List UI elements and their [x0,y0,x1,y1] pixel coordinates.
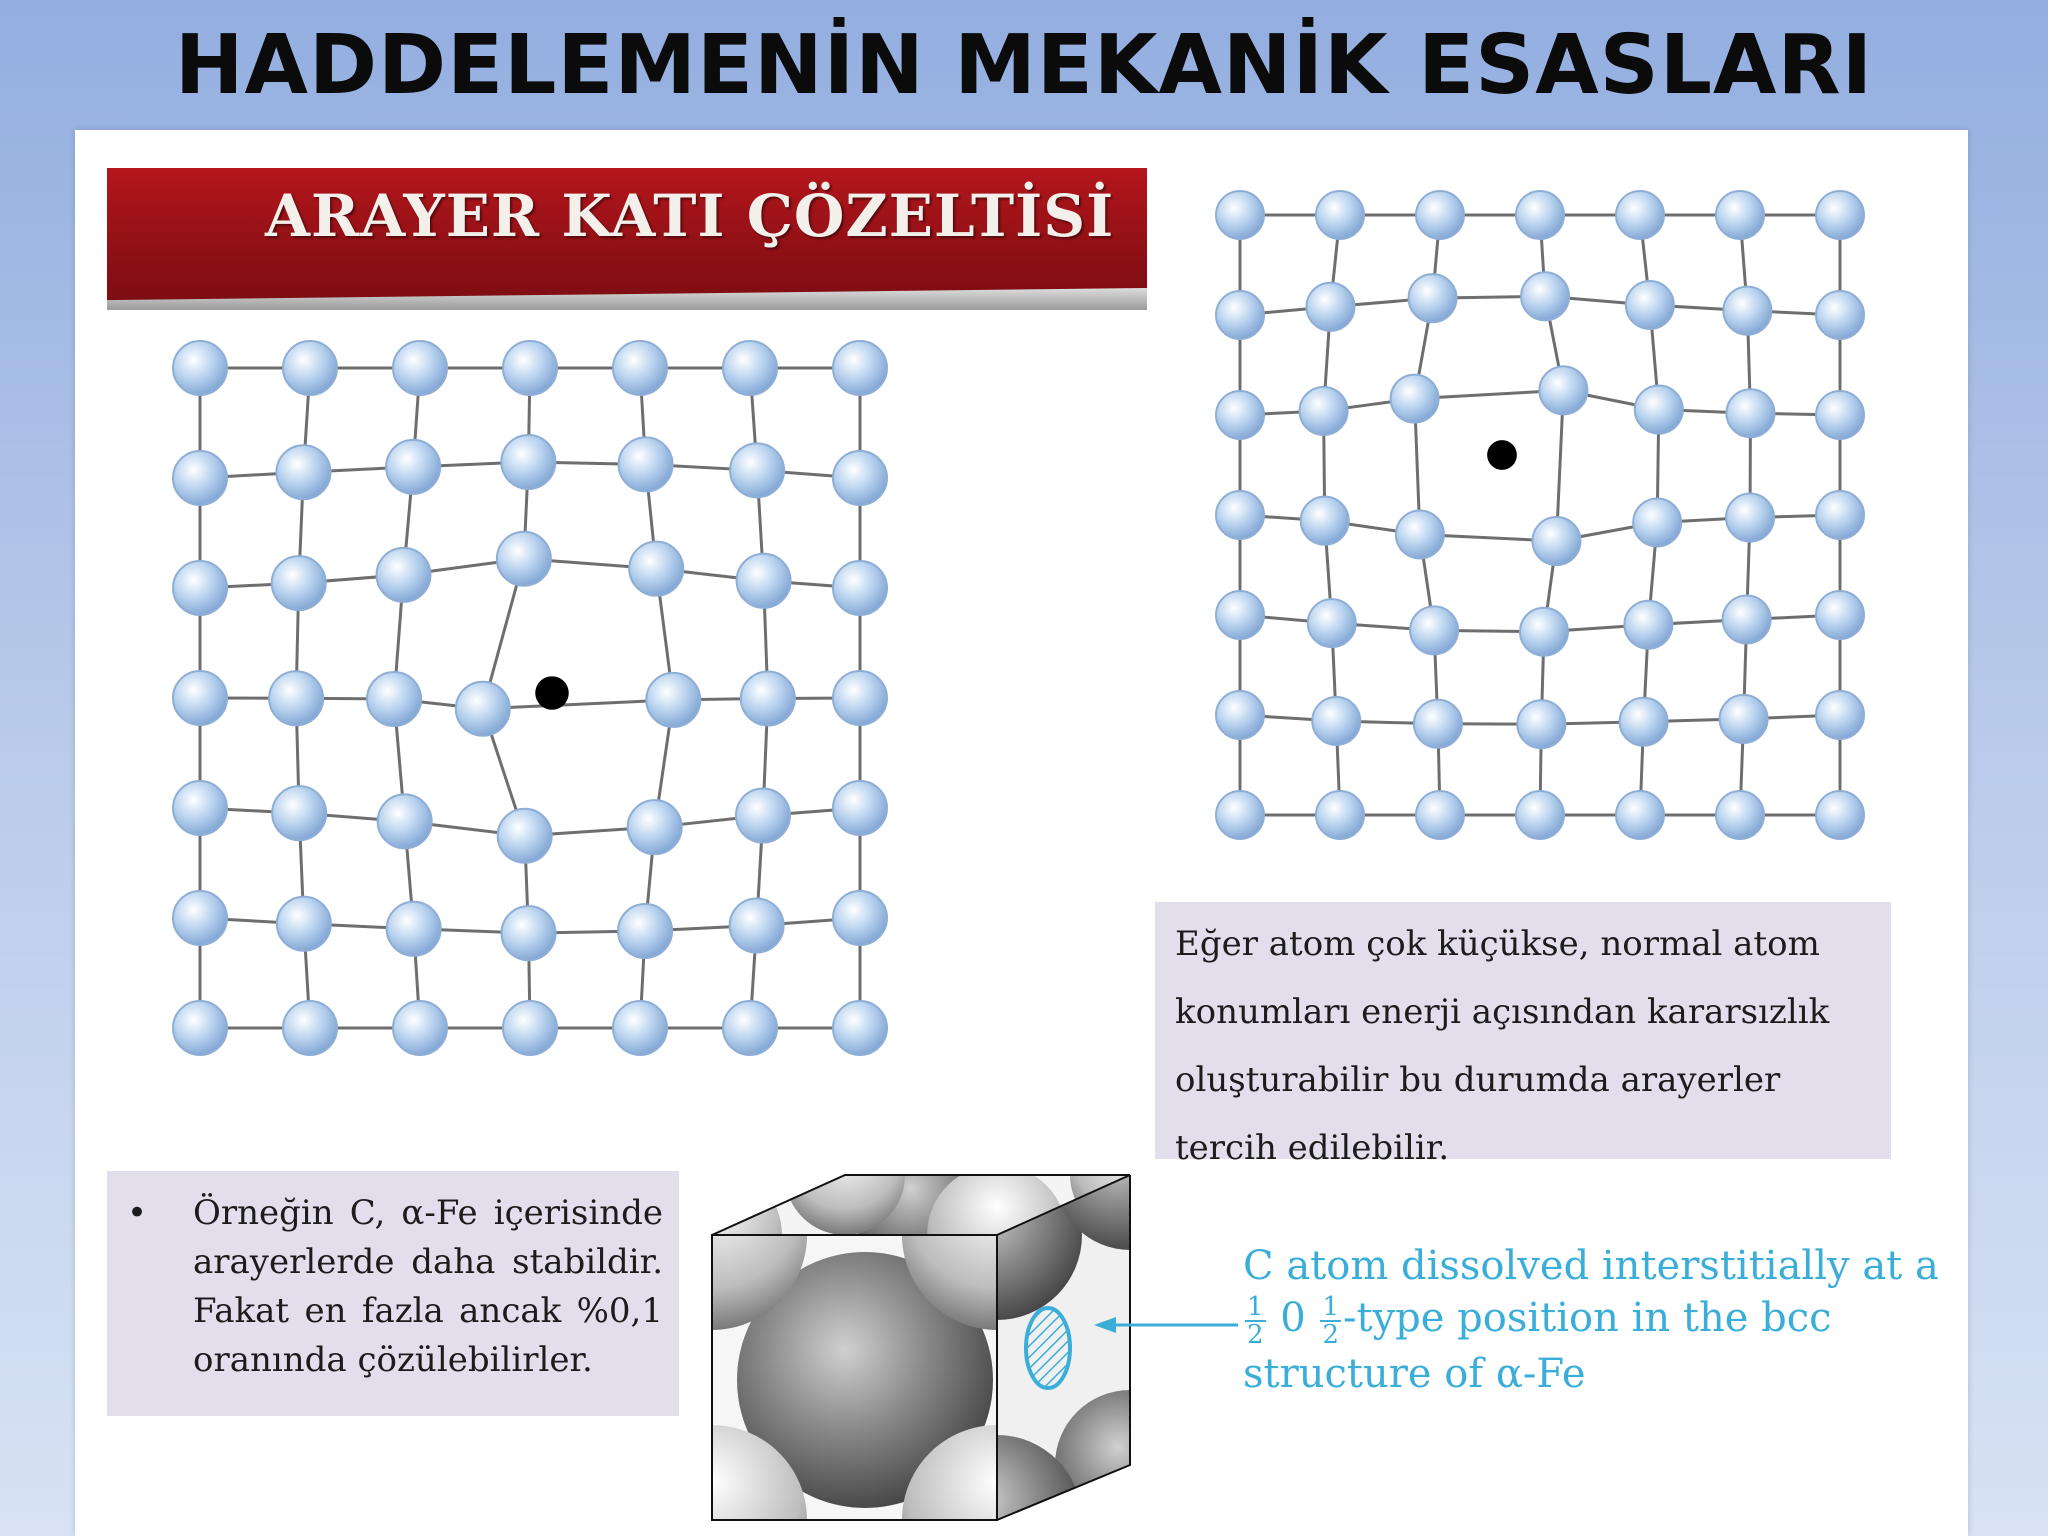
host-atom [283,341,337,395]
slide-title: HADDELEMENİN MEKANİK ESASLARI [174,18,1874,113]
interstitial-atom [535,676,568,709]
caption-line-2: $\frac{1}{2}$ 0 $\frac{1}{2}$ -type position in the bcc [1247,1292,1832,1350]
host-atom [1300,387,1348,435]
host-atom [723,341,777,395]
host-atom [1816,591,1864,639]
host-atom [1216,191,1264,239]
host-atom [1816,291,1864,339]
host-atom [393,341,447,395]
host-atom [456,682,510,736]
fraction-half: $\frac{1}{2}$ [1322,1292,1339,1350]
host-atom [1308,599,1356,647]
host-atom [1716,191,1764,239]
host-atom [1516,791,1564,839]
host-atom [173,341,227,395]
host-atom [1316,791,1364,839]
note-left-line: Fakat en fazla ancak %0,1 [193,1291,663,1331]
section-banner [107,168,1147,310]
host-atom [1306,283,1354,331]
host-atom [723,1001,777,1055]
host-atom [1626,281,1674,329]
fraction-half: $\frac{1}{2}$ [1247,1292,1264,1350]
host-atom [1396,510,1444,558]
host-atom [628,800,682,854]
host-atom [173,451,227,505]
note-left-line: arayerlerde daha stabildir. [193,1242,663,1282]
host-atom [1391,375,1439,423]
banner-title: ARAYER KATI ÇÖZELTİSİ [265,182,1115,250]
lattice-bond [483,700,673,709]
host-atom [1616,191,1664,239]
note-right-line: oluşturabilir bu durumda arayerler [1175,1060,1781,1100]
host-atom [1816,391,1864,439]
host-atom [1216,291,1264,339]
host-atom [741,671,795,725]
host-atom [501,435,555,489]
caption-line-1: C atom dissolved interstitially at a [1243,1243,1939,1289]
host-atom [1517,700,1565,748]
bcc-caption [1243,1240,1983,1400]
host-atom [367,672,421,726]
host-atom [376,548,430,602]
host-atom [1716,791,1764,839]
host-atom [1816,691,1864,739]
host-atom [1624,601,1672,649]
host-atom [1301,497,1349,545]
host-atom [833,671,887,725]
host-atom [503,1001,557,1055]
host-atom [646,673,700,727]
host-atom [1521,272,1569,320]
host-atom [272,556,326,610]
interstitial-atom [1487,440,1517,470]
host-atom [1723,287,1771,335]
interstitial-carbon-site [1026,1308,1070,1388]
bullet-marker: • [127,1193,148,1233]
host-atom [1539,366,1587,414]
host-atom [1416,791,1464,839]
host-atom [1520,608,1568,656]
host-atom [1532,517,1580,565]
host-atom [613,341,667,395]
note-right-line: tercih edilebilir. [1175,1128,1450,1168]
host-atom [497,532,551,586]
host-atom [378,794,432,848]
host-atom [1720,695,1768,743]
host-atom [1516,191,1564,239]
host-atom [1616,791,1664,839]
host-atom [1726,389,1774,437]
host-atom [1410,606,1458,654]
host-atom [833,341,887,395]
host-atom [1816,191,1864,239]
lattice-atoms [1216,191,1864,839]
host-atom [276,445,330,499]
lattice-left-diagram [160,330,950,1060]
host-atom [1216,591,1264,639]
host-atom [618,904,672,958]
host-atom [173,1001,227,1055]
host-atom [1316,191,1364,239]
host-atom [833,1001,887,1055]
host-atom [173,671,227,725]
host-atom [613,1001,667,1055]
host-atom [269,671,323,725]
bcc-cube-diagram [700,1165,1140,1527]
note-left [107,1171,679,1416]
host-atom [498,809,552,863]
host-atom [730,443,784,497]
host-atom [173,781,227,835]
host-atom [1216,691,1264,739]
host-atom [1726,494,1774,542]
host-atom [502,906,556,960]
lattice-right-diagram [1200,180,1900,830]
host-atom [1635,386,1683,434]
host-atom [1620,698,1668,746]
host-atom [833,891,887,945]
lattice-atoms [173,341,887,1055]
host-atom [1723,595,1771,643]
host-atom [736,789,790,843]
host-atom [619,437,673,491]
host-atom [1216,491,1264,539]
host-atom [272,786,326,840]
note-right-line: konumları enerji açısından kararsızlık [1175,992,1830,1032]
host-atom [833,561,887,615]
host-atom [1816,791,1864,839]
note-left-line: oranında çözülebilirler. [193,1340,593,1380]
note-left-text [193,1189,663,1385]
caption-arrow [1090,1310,1240,1340]
host-atom [737,554,791,608]
host-atom [1409,274,1457,322]
note-left-line: Örneğin C, α-Fe içerisinde [193,1193,663,1233]
host-atom [1816,491,1864,539]
host-atom [1216,391,1264,439]
host-atom [730,899,784,953]
host-atom [1312,697,1360,745]
note-right [1155,902,1891,1168]
host-atom [1416,191,1464,239]
host-atom [503,341,557,395]
host-atom [387,902,441,956]
host-atom [1414,700,1462,748]
host-atom [1633,498,1681,546]
host-atom [283,1001,337,1055]
host-atom [393,1001,447,1055]
host-atom [1216,791,1264,839]
host-atom [833,781,887,835]
host-atom [386,440,440,494]
note-right-line: Eğer atom çok küçükse, normal atom [1175,924,1820,964]
host-atom [629,542,683,596]
host-atom [173,891,227,945]
host-atom [833,451,887,505]
host-atom [277,897,331,951]
host-atom [173,561,227,615]
caption-line-3: structure of α-Fe [1243,1351,1586,1397]
